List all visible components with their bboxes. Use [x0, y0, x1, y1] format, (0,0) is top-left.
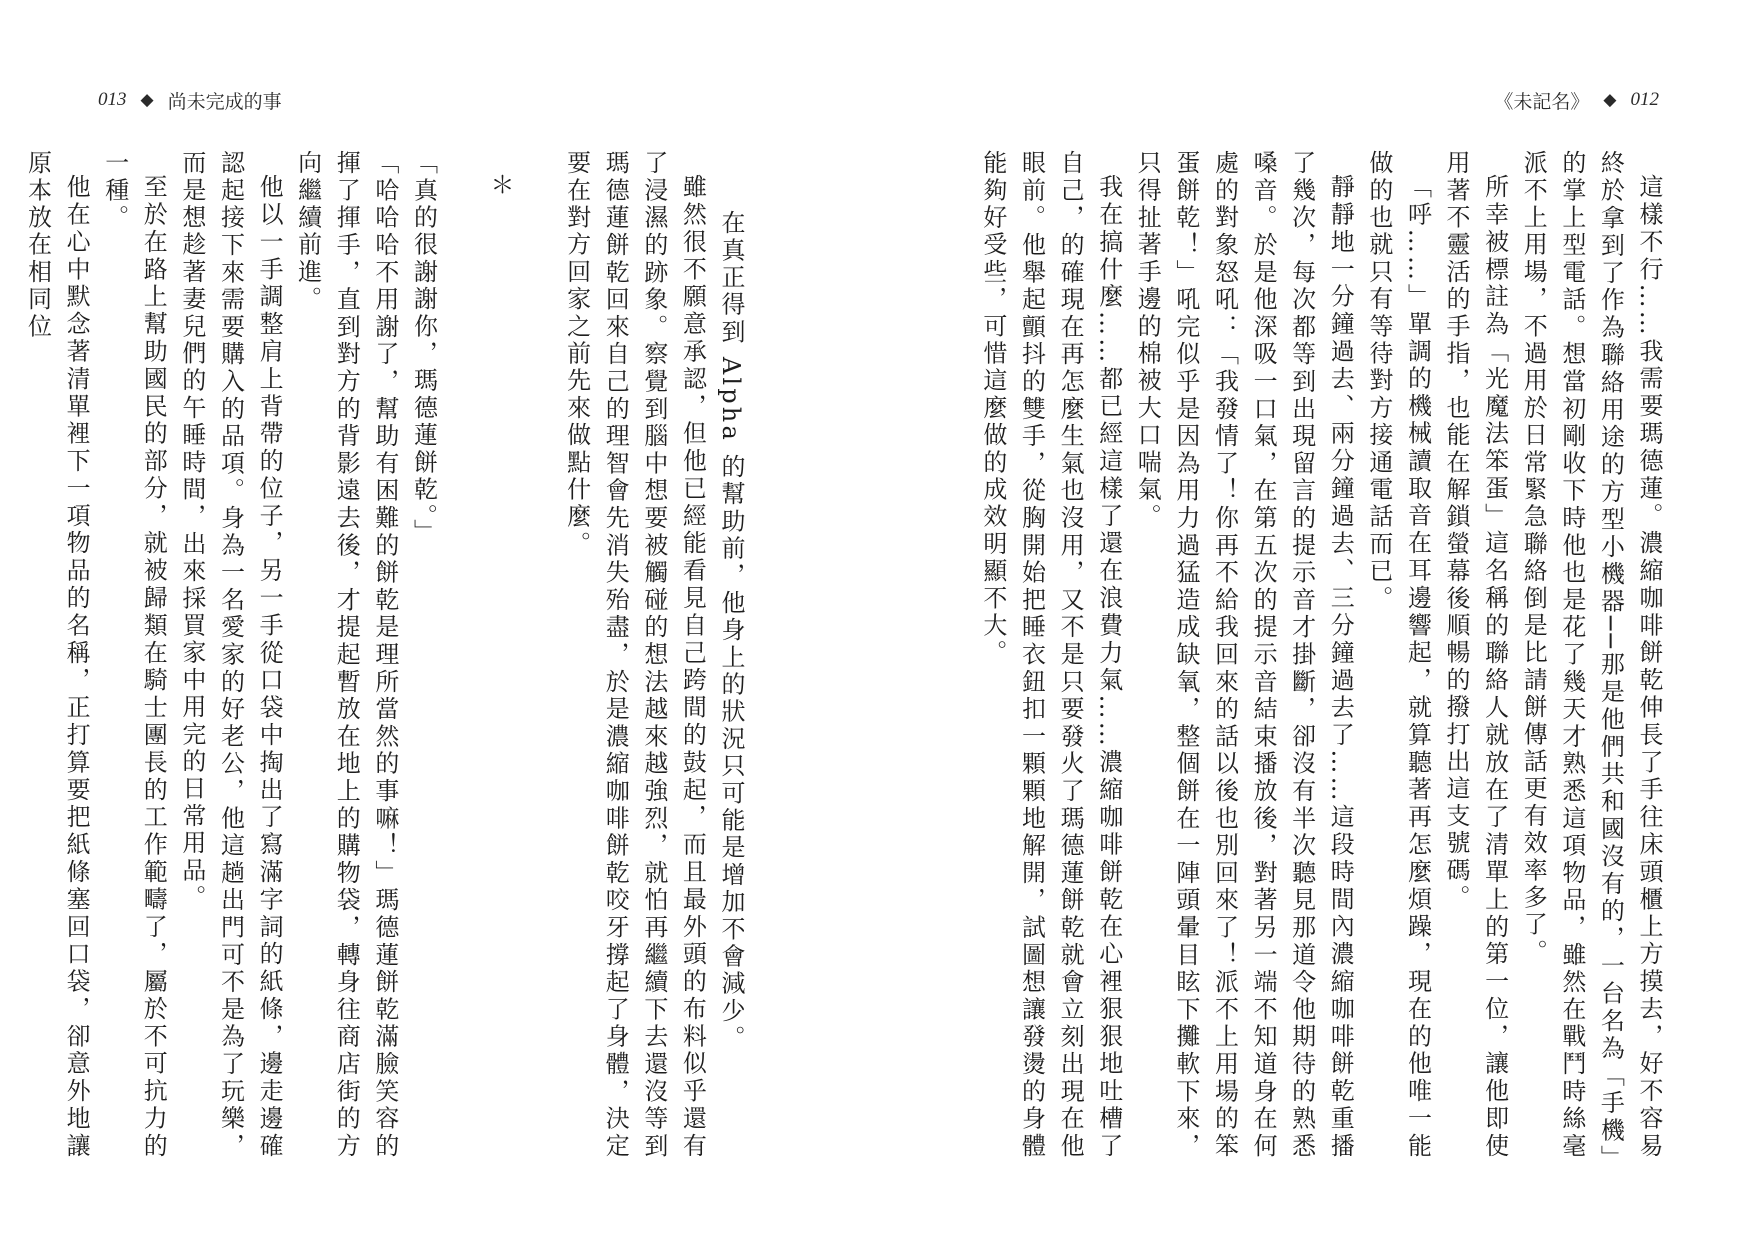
- left-page-header: [98, 84, 282, 116]
- right-page-header: [1494, 84, 1659, 116]
- paragraph: 靜靜地一分鐘過去、兩分鐘過去、三分鐘過去了……這段時間內濃縮咖啡餅乾重播了幾次，每次都等到出現留言的提示音才掛斷，卻沒有半次聽見那道令他期待的熟悉嗓音。於是他深吸一口氣，在第五次的提示音結束播放後，對著另一端不知道身在何處的對象怒吼：「我發情了！你再不給我回來的話以後也別回來了！派不上用場的笨蛋餅乾！」吼完似乎是因為用力過猛造成缺氧，整個餅在一陣頭暈目眩下攤軟下來，只得扯著手邊的棉被大口喘氣。: [1133, 150, 1355, 1160]
- left-page-body: [23, 150, 750, 1170]
- paragraph: 所幸被標註為「光魔法笨蛋」這名稱的聯絡人就放在了清單上的第一位，讓他即使用著不靈活的手指，也能在解鎖螢幕後順暢的撥打出這支號碼。: [1442, 150, 1509, 1160]
- section-break: ＊: [486, 172, 515, 200]
- paragraph: 他以一手調整肩上背帶的位子，另一手從口袋中掏出了寫滿字詞的紙條，邊走邊確認起接下來需要購入的品項。身為一名愛家的好老公，他這趟出門可不是為了玩樂，而是想趁著妻兒們的午睡時間，出來採買家中用完的日常用品。: [177, 150, 284, 1160]
- paragraph: 這樣不行……我需要瑪德蓮。濃縮咖啡餅乾伸長了手往床頭櫃上方摸去，好不容易終於拿到了作為聯絡用途的方型小機器──那是他們共和國沒有的，一台名為「手機」的掌上型電話。想當初剛收下時他也是花了幾天才熟悉這項物品，雖然在戰鬥時絲毫派不上用場，不過用於日常緊急聯絡倒是比請餅傳話更有效率多了。: [1519, 150, 1663, 1160]
- paragraph: 在真正得到 Alpha 的幫助前，他身上的狀況只可能是增加不會減少。: [717, 210, 745, 1053]
- paragraph: 至於在路上幫助國民的部分，就被歸類在騎士團長的工作範疇了，屬於不可抗力的一種。: [100, 150, 168, 1160]
- left-page-chapter-title: 尚未完成的事: [167, 90, 282, 113]
- paragraph: 「真的很謝謝你，瑪德蓮餅乾。」: [409, 150, 438, 546]
- diamond-icon: ◆: [1603, 90, 1617, 110]
- paragraph: 雖然很不願意承認，但他已經能看見自己跨間的鼓起，而且最外頭的布料似乎還有了浸濕的跡象。察覺到腦中想要被觸碰的想法越來越強烈，就怕再繼續下去還沒等到瑪德蓮餅乾回來自己的理智會先消失殆盡，於是濃縮咖啡餅乾咬牙撐起了身體，決定要在對方回家之前先來做點什麼。: [562, 150, 707, 1160]
- right-page-number: 012: [1630, 89, 1659, 110]
- paragraph: 他在心中默念著清單裡下一項物品的名稱，正打算要把紙條塞回口袋，卻意外地讓原本放在相同位: [23, 150, 91, 1160]
- diamond-icon: ◆: [140, 90, 154, 110]
- paragraph: 「哈哈哈不用謝了，幫助有困難的餅乾是理所當然的事嘛！」瑪德蓮餅乾滿臉笑容的揮了揮手，直到對方的背影遠去後，才提起暫放在地上的購物袋，轉身往商店街的方向繼續前進。: [293, 150, 399, 1160]
- paragraph: 「呼……」單調的機械讀取音在耳邊響起，就算聽著再怎麼煩躁，現在的他唯一能做的也就只有等待對方接通電話而已。: [1364, 150, 1432, 1160]
- left-page-number: 013: [98, 89, 127, 110]
- right-page-body: [978, 150, 1668, 1170]
- paragraph: 我在搞什麼……都已經這樣了還在浪費力氣……濃縮咖啡餅乾在心裡狠狠地吐槽了自己，的確現在再怎麼生氣也沒用，又不是只要發火了瑪德蓮餅乾就會立刻出現在他眼前。他舉起顫抖的雙手，從胸開始把睡衣鈕扣一顆顆地解開，試圖想讓發燙的身體能夠好受些，可惜這麼做的成效明顯不大。: [978, 150, 1123, 1160]
- right-page-book-title: 《未記名》: [1494, 90, 1590, 113]
